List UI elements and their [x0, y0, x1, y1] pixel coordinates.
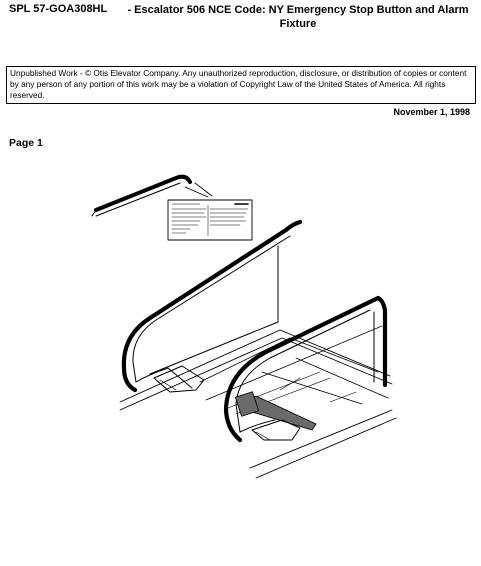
page-number-label: Page 1	[9, 137, 43, 149]
document-date: November 1, 1998	[393, 107, 470, 117]
left-balustrade	[124, 222, 300, 392]
document-title: - Escalator 506 NCE Code: NY Emergency Stop Button and Alarm Fixture	[127, 4, 469, 30]
copyright-notice: Unpublished Work - © Otis Elevator Company. Any unauthorized reproduction, disclosure, or distribution of copies or content by any person of any portion of this work may be a violation of Copyright Law of the United States of America. All rights reserved.	[6, 66, 476, 104]
handrail-detail	[92, 177, 212, 216]
instruction-plate-detail	[168, 200, 252, 240]
document-code: SPL 57-GOA308HL	[9, 3, 108, 15]
